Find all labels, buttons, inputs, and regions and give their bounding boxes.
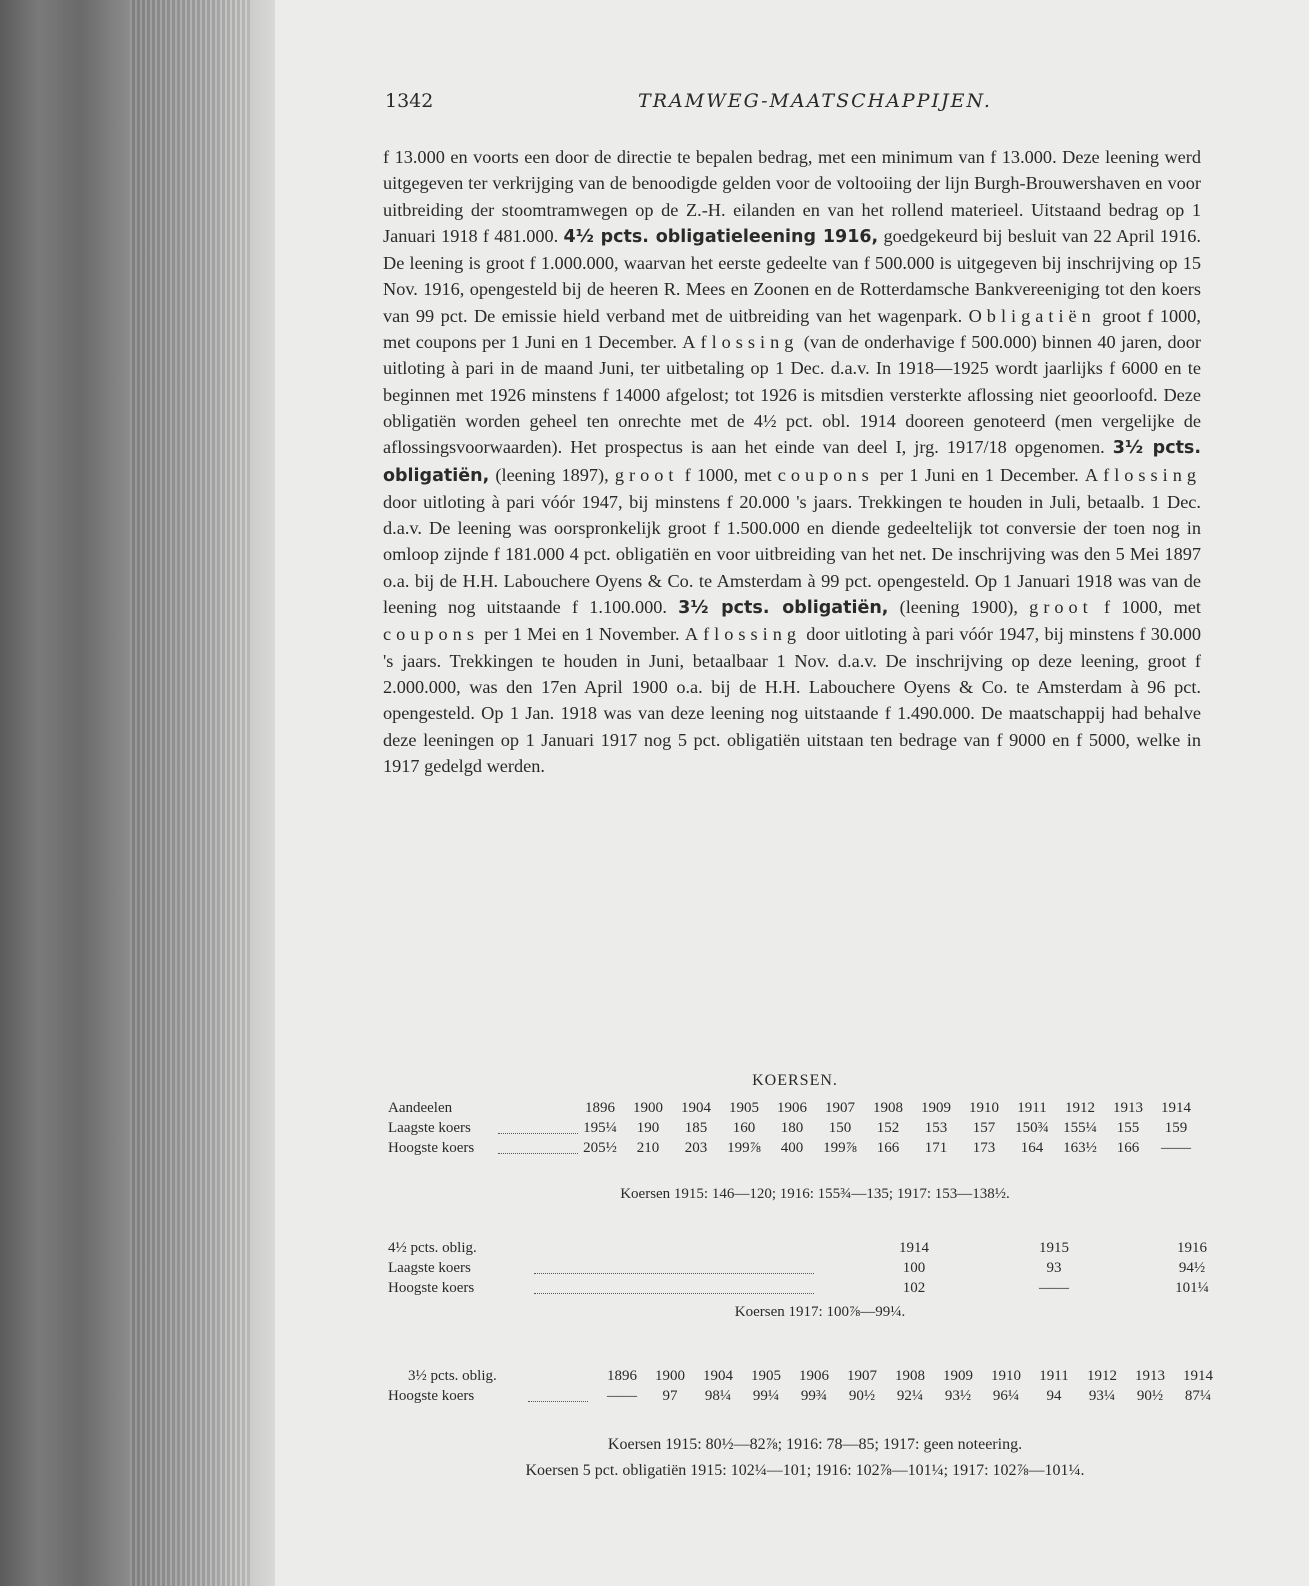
year-cell: 1900 xyxy=(633,1100,663,1116)
value-cell: —— xyxy=(607,1388,637,1404)
year-cell: 1911 xyxy=(1017,1100,1047,1116)
body-text xyxy=(383,144,1201,779)
row-label: Laagste koers xyxy=(388,1260,471,1276)
koersen-note: Koersen 1915: 146—120; 1916: 155¾—135; 1917: 153—138½. xyxy=(620,1186,1010,1202)
row-label: 3½ pcts. oblig. xyxy=(408,1368,497,1384)
year-cell: 1905 xyxy=(751,1368,781,1384)
value-cell: 96¼ xyxy=(992,1388,1020,1404)
bold-heading: 4½ pcts. obligatieleening 1916, xyxy=(563,226,879,247)
dot-leader xyxy=(528,1401,588,1402)
year-cell: 1910 xyxy=(969,1100,999,1116)
value-cell: 150¾ xyxy=(1015,1120,1049,1136)
text-run: (leening 1900), xyxy=(888,597,1030,618)
spaced-term: coupons xyxy=(383,624,479,645)
value-cell: 205½ xyxy=(583,1140,617,1156)
dot-leader xyxy=(498,1153,578,1154)
value-cell: 93¼ xyxy=(1088,1388,1116,1404)
spaced-term: Obligatiën xyxy=(968,305,1096,326)
spaced-term: groot xyxy=(1029,597,1093,618)
value-cell: 159 xyxy=(1164,1120,1188,1136)
value-cell: 190 xyxy=(636,1120,660,1136)
value-cell: 100 xyxy=(902,1260,926,1276)
book-page xyxy=(275,0,1309,1586)
text-run: door uitloting à pari vóór 1947, bij minstens f 30.000 's jaars. Trekkingen te houden in Juni, betaalbaar 1 Nov. d.a.v. De inschrijving op deze leening, groot f 2.000.000, was den 17en April 1900 o.a. bij de H.H. Labouchere Oyens & Co. te Amsterdam à 96 pct. opengesteld. Op 1 Jan. 1918 was van deze leening nog uitstaande f 1.490.000. De maatschappij had behalve deze leeningen op 1 Januari 1917 nog 5 pct. obligatiën uitstaan ten bedrage van f 9000 en f 5000, welke in 1917 gedelgd werden. xyxy=(383,624,1201,776)
year-cell: 1912 xyxy=(1065,1100,1095,1116)
koersen-note: Koersen 5 pct. obligatiën 1915: 102¼—101; 1916: 102⅞—101¼; 1917: 102⅞—101¼. xyxy=(525,1462,1085,1479)
value-cell: 185 xyxy=(684,1120,708,1136)
value-cell: —— xyxy=(1161,1140,1191,1156)
text-run: door uitloting à pari vóór 1947, bij minstens f 20.000 's jaars. Trekkingen te houden in Juli, betaalb. 1 Dec. d.a.v. De leening was oorspronkelijk groot f 1.500.000 en diende gedeeltelijk tot conversie der toen nog in omloop zijnde f 181.000 4 pct. obligatiën en voor uitbreiding van het net. De inschrijving was den 5 Mei 1897 o.a. bij de H.H. Labouchere Oyens & Co. te Amsterdam à 99 pct. opengesteld. Op 1 Januari 1918 was van de leening nog uitstaande f 1.100.000. xyxy=(383,491,1201,618)
year-cell: 1913 xyxy=(1135,1368,1165,1384)
text-run: (van de onderhavige f 500.000) binnen 40 jaren, door uitloting à pari in de maand Juni, ter uitbetaling op 1 Dec. d.a.v. In 1918—1925 wordt jaarlijks f 6000 en te beginnen met 1926 minstens f 14000 afgelost; tot 1926 is mitsdien versterkte aflossing niet geoorloofd. Deze obligatiën worden geheel ten onrechte met de 4½ pct. obl. 1914 dooreen genoteerd (men vergelijke de aflossingsvoorwaarden). Het prospectus is aan het einde van deel I, jrg. 1917/18 opgenomen. xyxy=(383,332,1201,458)
value-cell: 199⅞ xyxy=(823,1140,857,1156)
year-cell: 1912 xyxy=(1087,1368,1117,1384)
spaced-term: coupons xyxy=(777,464,874,485)
page-header xyxy=(385,90,1245,120)
book-spine-edge xyxy=(0,0,275,1586)
table-row-years xyxy=(388,1368,1218,1388)
value-cell: 92¼ xyxy=(896,1388,924,1404)
value-cell: 157 xyxy=(972,1120,996,1136)
value-cell: 203 xyxy=(684,1140,708,1156)
year-cell: 1904 xyxy=(681,1100,711,1116)
value-cell: 155¼ xyxy=(1063,1120,1097,1136)
row-label: Laagste koers xyxy=(388,1120,471,1136)
value-cell: 90½ xyxy=(1136,1388,1164,1404)
value-cell: 90½ xyxy=(848,1388,876,1404)
text-run: per 1 Juni en 1 December. xyxy=(873,464,1085,485)
year-cell: 1896 xyxy=(607,1368,637,1384)
year-cell: 1906 xyxy=(777,1100,807,1116)
running-title: TRAMWEG-MAATSCHAPPIJEN. xyxy=(638,90,992,112)
value-cell: 98¼ xyxy=(704,1388,732,1404)
value-cell: 152 xyxy=(876,1120,900,1136)
spaced-term: Aflossing xyxy=(1084,464,1202,485)
value-cell: —— xyxy=(1039,1280,1069,1296)
table-row-years xyxy=(388,1100,1218,1120)
row-label: Hoogste koers xyxy=(388,1388,475,1404)
dot-leader xyxy=(498,1133,578,1134)
row-label: 4½ pcts. oblig. xyxy=(388,1240,477,1256)
year-cell: 1914 xyxy=(1161,1100,1191,1116)
year-cell: 1906 xyxy=(799,1368,829,1384)
value-cell: 97 xyxy=(662,1388,678,1404)
value-cell: 166 xyxy=(876,1140,900,1156)
value-cell: 150 xyxy=(828,1120,852,1136)
value-cell: 160 xyxy=(732,1120,756,1136)
year-cell: 1916 xyxy=(1177,1240,1207,1256)
year-cell: 1908 xyxy=(895,1368,925,1384)
value-cell: 210 xyxy=(636,1140,660,1156)
dot-leader xyxy=(534,1293,814,1294)
koersen-table-aandeelen xyxy=(388,1100,1218,1160)
value-cell: 164 xyxy=(1020,1140,1044,1156)
year-cell: 1900 xyxy=(655,1368,685,1384)
koersen-table-3half xyxy=(388,1368,1218,1408)
value-cell: 94½ xyxy=(1178,1260,1206,1276)
year-cell: 1913 xyxy=(1113,1100,1143,1116)
year-cell: 1910 xyxy=(991,1368,1021,1384)
year-cell: 1909 xyxy=(943,1368,973,1384)
year-cell: 1911 xyxy=(1039,1368,1069,1384)
year-cell: 1907 xyxy=(847,1368,877,1384)
value-cell: 94 xyxy=(1046,1388,1062,1404)
value-cell: 87¼ xyxy=(1184,1388,1212,1404)
spaced-term: Aflossing xyxy=(684,624,801,645)
text-run: goedgekeurd bij besluit van 22 April 1916. De leening is groot f 1.000.000, waarvan het eerste gedeelte van f 500.000 is uitgegeven bij inschrijving op 15 Nov. 1916, opengesteld bij de heeren R. Mees en Zoonen en de Rotterdamsche Bankvereeniging tot den koers van 99 pct. De emissie hield verband met de uitbreiding van het wagenpark. xyxy=(383,225,1201,326)
value-cell: 173 xyxy=(972,1140,996,1156)
text-run: f 13.000 en voorts een door de directie te bepalen bedrag, met een minimum van f 13.000. Deze leening werd uitgegeven ter verkrijging van de benoodigde gelden voor de voltooiing der lijn Burgh-Brouwershaven en voor uitbreiding der stoomtramwegen op de Z.-H. eilanden en van het rollend materieel. Uitstaand bedrag op 1 Januari 1918 f 481.000. xyxy=(383,147,1201,246)
year-cell: 1904 xyxy=(703,1368,733,1384)
year-cell: 1896 xyxy=(585,1100,615,1116)
year-cell: 1905 xyxy=(729,1100,759,1116)
text-run: per 1 Mei en 1 November. xyxy=(478,624,685,645)
value-cell: 102 xyxy=(902,1280,926,1296)
table-row-high xyxy=(388,1280,1218,1300)
dot-leader xyxy=(534,1273,814,1274)
value-cell: 199⅞ xyxy=(727,1140,761,1156)
value-cell: 166 xyxy=(1116,1140,1140,1156)
value-cell: 93 xyxy=(1046,1260,1062,1276)
value-cell: 163½ xyxy=(1063,1140,1097,1156)
row-label: Hoogste koers xyxy=(388,1140,475,1156)
koersen-note: Koersen 1917: 100⅞—99¼. xyxy=(734,1304,906,1320)
table-row-low xyxy=(388,1260,1218,1280)
value-cell: 180 xyxy=(780,1120,804,1136)
bold-heading: 3½ pcts. obligatiën, xyxy=(678,598,889,619)
table-row-high xyxy=(388,1388,1218,1408)
koersen-table-4half xyxy=(388,1240,1218,1300)
page-number: 1342 xyxy=(385,90,434,112)
body-paragraph xyxy=(383,144,1201,779)
text-run: f 1000, met xyxy=(678,464,778,485)
year-cell: 1914 xyxy=(1183,1368,1213,1384)
value-cell: 101¼ xyxy=(1175,1280,1209,1296)
table-row-high xyxy=(388,1140,1218,1160)
value-cell: 99¼ xyxy=(752,1388,780,1404)
year-cell: 1914 xyxy=(899,1240,929,1256)
spaced-term: Aflossing xyxy=(682,332,799,353)
year-cell: 1907 xyxy=(825,1100,855,1116)
year-cell: 1909 xyxy=(921,1100,951,1116)
spaced-term: groot xyxy=(614,464,679,485)
row-label: Hoogste koers xyxy=(388,1280,475,1296)
year-cell: 1915 xyxy=(1039,1240,1069,1256)
row-label: Aandeelen xyxy=(388,1100,453,1116)
value-cell: 400 xyxy=(780,1140,804,1156)
value-cell: 171 xyxy=(924,1140,948,1156)
value-cell: 195¼ xyxy=(583,1120,617,1136)
value-cell: 153 xyxy=(924,1120,948,1136)
koersen-heading: KOERSEN. xyxy=(752,1072,838,1089)
table-row-low xyxy=(388,1120,1218,1140)
text-run: f 1000, met xyxy=(1092,597,1202,618)
text-run: groot f 1000, met coupons per 1 Juni en 1 December. xyxy=(383,305,1201,353)
text-run: (leening 1897), xyxy=(489,464,615,485)
value-cell: 99¾ xyxy=(800,1388,828,1404)
table-row-years xyxy=(388,1240,1218,1260)
bold-heading: 3½ pcts. obligatiën, xyxy=(383,438,1201,486)
value-cell: 155 xyxy=(1116,1120,1140,1136)
koersen-note: Koersen 1915: 80½—82⅞; 1916: 78—85; 1917: geen noteering. xyxy=(607,1436,1023,1453)
year-cell: 1908 xyxy=(873,1100,903,1116)
value-cell: 93½ xyxy=(944,1388,972,1404)
